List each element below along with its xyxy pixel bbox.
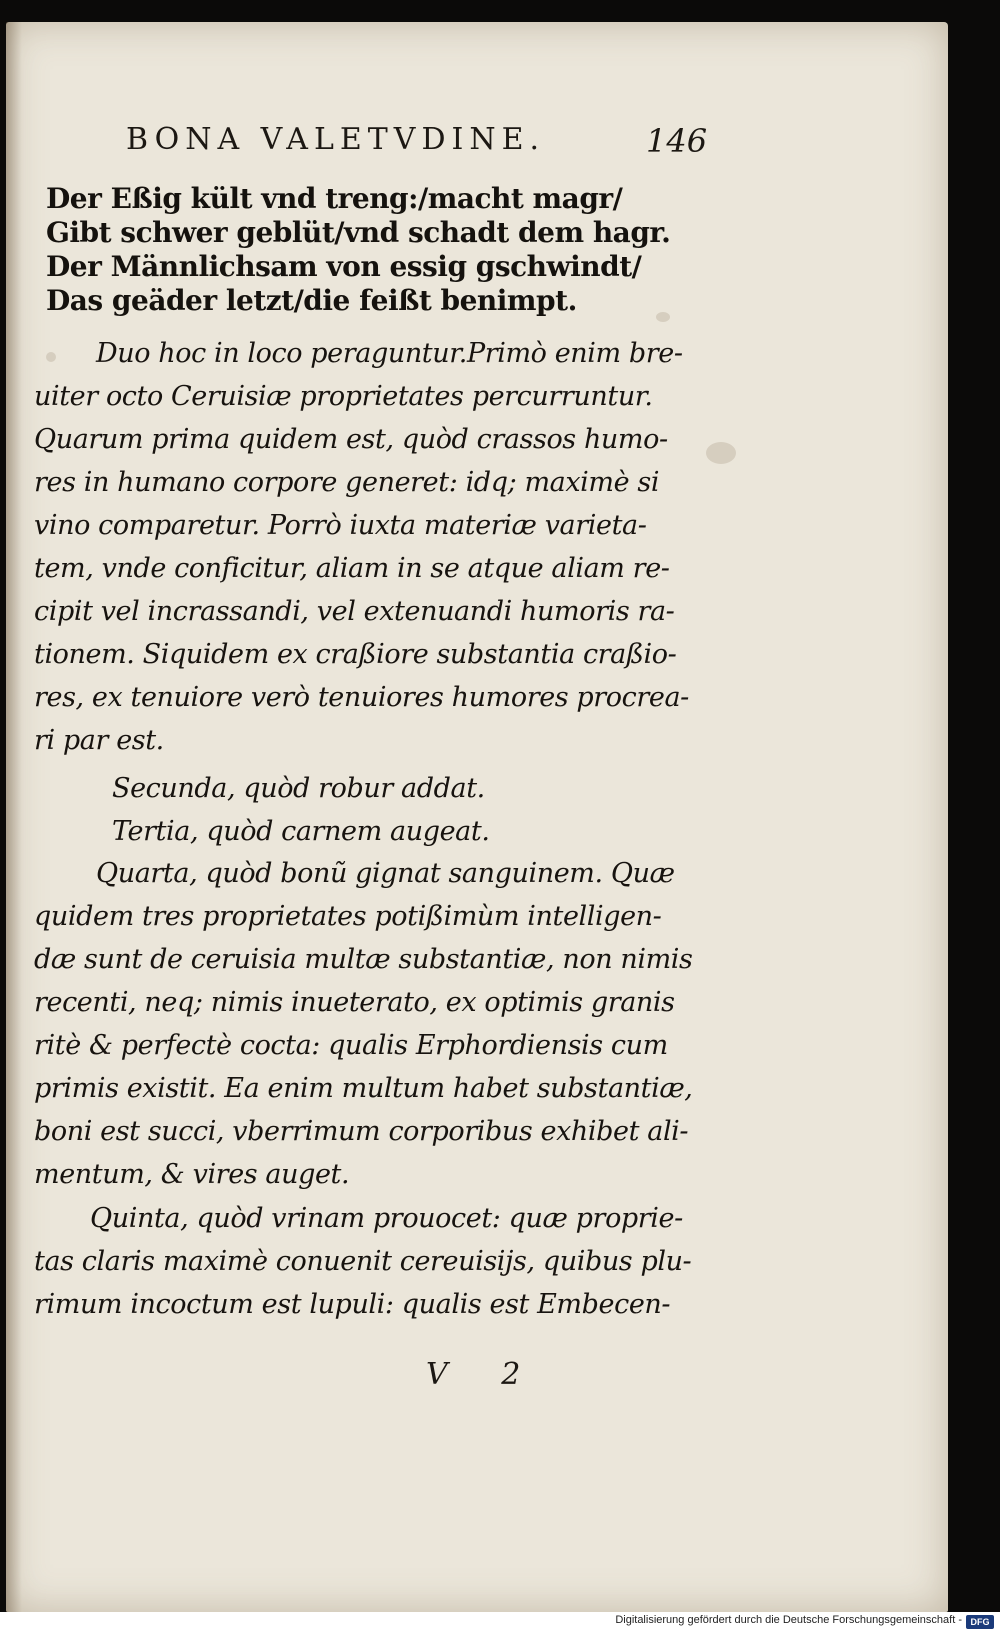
german-verse (46, 182, 706, 318)
text-line: Duo hoc in loco peraguntur.Primò enim bre- (96, 338, 683, 369)
commentary-paragraph-3 (34, 1197, 694, 1326)
verse-line: Der Eßig kült vnd treng:/macht magr/ (46, 182, 623, 215)
text-line: mentum, & vires auget. (34, 1159, 350, 1190)
text-line: cipit vel incrassandi, vel extenuandi humoris ra- (34, 596, 675, 627)
commentary-paragraph-2 (34, 852, 694, 1196)
text-line: Secunda, quòd robur addat. (112, 773, 485, 804)
dfg-logo-icon: DFG (966, 1615, 994, 1629)
signature-mark: V 2 (426, 1357, 543, 1392)
commentary-paragraph-1 (34, 332, 694, 762)
text-line: uiter octo Ceruisiæ proprietates percurruntur. (34, 381, 653, 412)
text-line: Tertia, quòd carnem augeat. (112, 816, 490, 847)
book-page (6, 22, 948, 1612)
text-line: tas claris maximè conuenit cereuisijs, quibus plu- (34, 1246, 692, 1277)
text-line: rimum incoctum est lupuli: qualis est Embecen- (34, 1289, 671, 1320)
page-number: 146 (646, 122, 708, 160)
text-line: dæ sunt de ceruisia multæ substantiæ, non nimis (34, 944, 693, 975)
verse-line: Der Männlichsam von essig gschwindt/ (46, 250, 642, 283)
text-line: tionem. Siquidem ex craßiore substantia craßio- (34, 639, 677, 670)
text-line: res in humano corpore generet: idq; maximè si (34, 467, 660, 498)
verse-line: Gibt schwer geblüt/vnd schadt dem hagr. (46, 216, 671, 249)
text-line: Quarum prima quidem est, quòd crassos humo- (34, 424, 668, 455)
footer-credit: Digitalisierung gefördert durch die Deutsche Forschungsgemeinschaft - (615, 1614, 962, 1626)
text-line: quidem tres proprietates potißimùm intelligen- (34, 901, 662, 932)
text-line: recenti, neq; nimis inueterato, ex optimis granis (34, 987, 675, 1018)
secunda-line (34, 767, 694, 853)
running-head: BONA VALETVDINE. (126, 122, 546, 157)
text-line: Quinta, quòd vrinam prouocet: quæ proprie- (90, 1203, 683, 1234)
digitization-footer (0, 1612, 1000, 1633)
page-gutter-shadow (6, 22, 22, 1612)
text-line: vino comparetur. Porrò iuxta materiæ varieta- (34, 510, 647, 541)
text-line: res, ex tenuiore verò tenuiores humores procrea- (34, 682, 689, 713)
text-line: primis existit. Ea enim multum habet substantiæ, (34, 1073, 693, 1104)
text-line: tem, vnde conficitur, aliam in se atque aliam re- (34, 553, 670, 584)
paper-stain (706, 442, 736, 464)
text-line: Quarta, quòd bonũ gignat sanguinem. Quæ (96, 858, 675, 889)
text-line: ritè & perfectè cocta: qualis Erphordiensis cum (34, 1030, 668, 1061)
text-line: boni est succi, vberrimum corporibus exhibet ali- (34, 1116, 689, 1147)
verse-line: Das geäder letzt/die feißt benimpt. (46, 284, 577, 317)
text-line: ri par est. (34, 725, 164, 756)
